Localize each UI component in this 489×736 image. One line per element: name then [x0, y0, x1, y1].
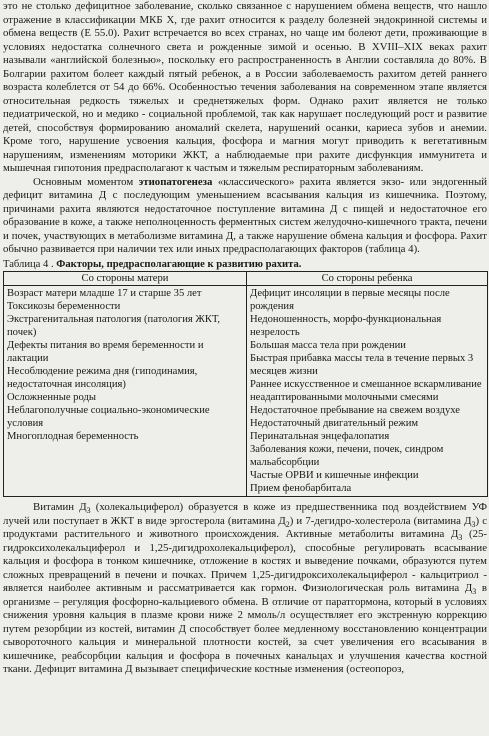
- vitamin-text: ) и 7-дегидро-холестерола (витамина Д: [289, 514, 472, 527]
- child-factor-item: Частые ОРВИ и кишечные инфекции: [250, 470, 419, 481]
- child-factor-item: Дефицит инсоляции в первые месяцы после рождения: [250, 288, 450, 312]
- subscript: 3: [472, 587, 477, 597]
- vitamin-d-paragraph: [3, 501, 487, 677]
- mother-factor-item: Токсикозы беременности: [7, 301, 121, 312]
- child-factor-item: Прием фенобарбитала: [250, 483, 352, 494]
- mother-factor-item: Неблагополучные социально-экономические условия: [7, 405, 210, 429]
- document-page: [3, 0, 487, 736]
- mother-factor-item: Несоблюдение режима дня (гиподинамия, недостаточная инсоляция): [7, 366, 198, 390]
- subscript: 2: [285, 519, 290, 529]
- vitamin-text: ) с продуктами растительного и животного происхождения. Активные метаболиты витамина Д: [3, 514, 487, 540]
- pathogenesis-paragraph: [3, 176, 487, 257]
- mother-factor-item: Осложненные роды: [7, 392, 96, 403]
- child-factor-item: Недостаточный двигательный режим: [250, 418, 419, 429]
- mother-factor-item: Возраст матери младше 17 и старше 35 лет: [7, 288, 202, 299]
- vitamin-text: в организме – регуляция фосфорно-кальциевого обмена. В отличие от паратгормона, который в условиях снижения уровня кальция в плазме крови ниже 2 ммоль/л осуществляет его экстренную коррекцию путем резорбции из костей, витамин Д способствует более медленному восстановлению концентрации сывороточного кальция и минеральной плотности костей, за счет увеличения его всасывания в кишечнике, реабсорбции кальция и фосфора в почечных канальцах и улучшения качества костной ткани. Дефицит витамина Д вызывает специфические костные изменения (остеопороз,: [3, 582, 487, 675]
- table-row: [4, 286, 488, 497]
- table-caption-title: Факторы, предрасполагающие к развитию рахита.: [56, 258, 302, 270]
- table-caption-label: Таблица 4 .: [3, 258, 57, 270]
- child-factor-item: Быстрая прибавка массы тела в течение первых 3 месяцев жизни: [250, 353, 474, 377]
- child-factor-item: Перинатальная энцефалопатия: [250, 431, 390, 442]
- column-header-child: Со стороны ребенка: [247, 272, 488, 286]
- mother-factors-cell: [4, 286, 247, 497]
- column-header-mother: Со стороны матери: [4, 272, 247, 286]
- child-factor-item: Раннее искусственное и смешанное вскармливание неадаптированными молочными смесями: [250, 379, 482, 403]
- child-factors-cell: [247, 286, 488, 497]
- factors-table: [3, 271, 488, 497]
- intro-paragraph: это не столько дефицитное заболевание, сколько связанное с нарушением обмена веществ, что нашло отражение в классификации МКБ Х, где рахит относится к разделу болезней эндокринной системы и обмена веществ (Е 55.0). Рахит встречается во всех странах, но чаще им болеют дети, проживающие в условиях недостатка солнечного света и рожденные зимой и осенью. В XVIII–XIX веках рахит называли «английской болезнью», поскольку его распространенность в Англии составляла до 80%. В Болгарии рахитом болеет каждый пятый ребенок, а в России заболеваемость рахитом детей раннего возраста колеблется от 54 до 66%. Особенностью течения заболевания на современном этапе является относительная редкость тяжелых и среднетяжелых форм. Однако рахит является не только педиатрической, но и медико - социальной проблемой, так как нарушает последующий рост и развитие детей, способствуя формированию аномалий скелета, нарушений осанки, кариеса зубов и анемии. Кроме того, нарушение усвоения кальция, фосфора и магния могут приводить к вегетативным нарушениям, изменениям моторики ЖКТ, а наблюдаемые при рахите дисфункция иммунитета и мышечная гипотония предрасполагают к частым и тяжелым респираторным заболеваниям.: [3, 0, 487, 174]
- vitamin-text: Витамин Д: [33, 501, 87, 513]
- vitamin-text: (холекальциферол) образуется в коже из предшественника под воздействием УФ лучей или поступает в ЖКТ в виде эргостерола (витамина Д: [3, 501, 488, 527]
- table-caption: [3, 258, 487, 272]
- vitamin-text: (25-гидроксихолекальциферол и 1,25-дигидрохолекальциферол), способные регулировать всасывание кальция и фосфора в тонком кишечнике, отложение в костях и выведение почками, образуются путем сложных превращений в печени и почках. Причем 1,25-дигидроксихолекальциферол - кальцитриол - является наиболее активным и рассматривается как гормон. Физиологическая роль витамина Д: [3, 528, 488, 594]
- mother-factor-item: Многоплодная беременность: [7, 431, 139, 442]
- child-factor-item: Недостаточное пребывание на свежем воздухе: [250, 405, 461, 416]
- child-factor-item: Большая масса тела при рождении: [250, 340, 406, 351]
- mother-factor-item: Дефекты питания во время беременности и лактации: [7, 340, 204, 364]
- pathogenesis-lead: Основным моментом: [33, 175, 139, 188]
- pathogenesis-rest: «классического» рахита является экзо- или эндогенный дефицит витамина Д с последующим уменьшением всасывания кальция из кишечника. Поэтому, причинами рахита являются недостаточное поступление витамина Д с пищей и недостаточное его образование в коже, а также неполноценность ферментных систем желудочно-кишечного тракта, печени и почек, участвующих в метаболизме витамина Д, а также нарушение обмена кальция и фосфора. Рахит обычно развивается при наличии тех или иных предрасполагающих факторов (таблица 4).: [3, 175, 488, 255]
- subscript: 3: [86, 506, 91, 516]
- pathogenesis-term: этиопатогенеза: [138, 175, 213, 188]
- subscript: 3: [471, 519, 476, 529]
- table-header-row: [4, 272, 488, 286]
- child-factor-item: Заболевания кожи, печени, почек, синдром мальабсорбции: [250, 444, 444, 468]
- child-factor-item: Недоношенность, морфо-функциональная незрелость: [250, 314, 442, 338]
- subscript: 3: [458, 533, 463, 543]
- mother-factor-item: Экстрагенитальная патология (патология ЖКТ, почек): [7, 314, 221, 338]
